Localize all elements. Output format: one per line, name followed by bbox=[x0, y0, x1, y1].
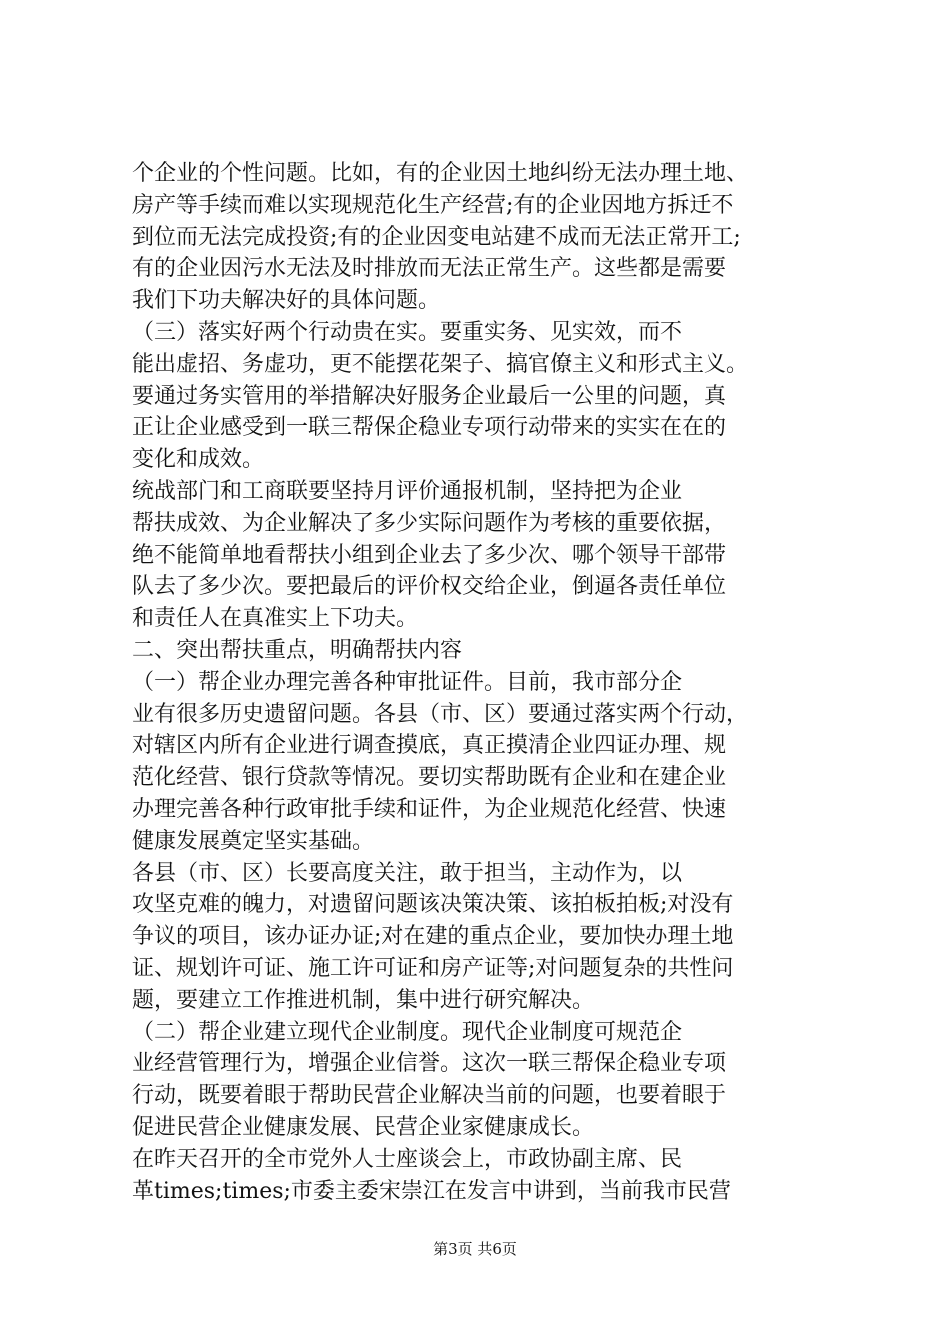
text-line: 业有很多历史遗留问题。各县（市、区）要通过落实两个行动， bbox=[132, 701, 749, 727]
text-line: 房产等手续而难以实现规范化生产经营;有的企业因地方拆迁不 bbox=[132, 192, 734, 218]
text-line: 我们下功夫解决好的具体问题。 bbox=[132, 288, 441, 314]
text-line: 正让企业感受到一联三帮保企稳业专项行动带来的实实在在的 bbox=[132, 415, 727, 441]
text-line: 办理完善各种行政审批手续和证件，为企业规范化经营、快速 bbox=[132, 796, 727, 822]
text-line: 和责任人在真准实上下功夫。 bbox=[132, 606, 419, 632]
text-line: 统战部门和工商联要坚持月评价通报机制，坚持把为企业 bbox=[132, 478, 683, 504]
text-line: 队去了多少次。要把最后的评价权交给企业，倒逼各责任单位 bbox=[132, 574, 727, 600]
document-body bbox=[132, 158, 832, 1207]
text-line: 绝不能简单地看帮扶小组到企业去了多少次、哪个领导干部带 bbox=[132, 542, 727, 568]
text-line: 到位而无法完成投资;有的企业因变电站建不成而无法正常开工; bbox=[132, 224, 741, 250]
text-line: 行动，既要着眼于帮助民营企业解决当前的问题，也要着眼于 bbox=[132, 1083, 727, 1109]
text-line: 健康发展奠定坚实基础。 bbox=[132, 828, 375, 854]
text-line: 攻坚克难的魄力，对遗留问题该决策决策、该拍板拍板;对没有 bbox=[132, 892, 734, 918]
text-line: 促进民营企业健康发展、民营企业家健康成长。 bbox=[132, 1114, 595, 1140]
text-line: 个企业的个性问题。比如，有的企业因土地纠纷无法办理土地、 bbox=[132, 161, 749, 186]
text-line: 争议的项目，该办证办证;对在建的重点企业，要加快办理土地 bbox=[132, 924, 734, 950]
text-line: 各县（市、区）长要高度关注，敢于担当，主动作为，以 bbox=[132, 860, 683, 886]
text-line: （二）帮企业建立现代企业制度。现代企业制度可规范企 bbox=[132, 1019, 683, 1045]
text-line: 帮扶成效、为企业解决了多少实际问题作为考核的重要依据， bbox=[132, 510, 727, 536]
section-heading: 二、突出帮扶重点，明确帮扶内容 bbox=[132, 637, 463, 663]
text-line: 革times;times;市委主委宋崇江在发言中讲到，当前我市民营 bbox=[132, 1178, 731, 1204]
text-line: 能出虚招、务虚功，更不能摆花架子、搞官僚主义和形式主义。 bbox=[132, 351, 749, 377]
text-line: 业经营管理行为，增强企业信誉。这次一联三帮保企稳业专项 bbox=[132, 1051, 727, 1077]
text-line: 有的企业因污水无法及时排放而无法正常生产。这些都是需要 bbox=[132, 256, 727, 282]
text-line: （一）帮企业办理完善各种审批证件。目前，我市部分企 bbox=[132, 669, 683, 695]
text-line: 变化和成效。 bbox=[132, 447, 265, 473]
text-line: 范化经营、银行贷款等情况。要切实帮助既有企业和在建企业 bbox=[132, 765, 727, 791]
page-number-footer: 第3页 共6页 bbox=[433, 1240, 517, 1258]
text-line: 在昨天召开的全市党外人士座谈会上，市政协副主席、民 bbox=[132, 1146, 683, 1172]
text-line: 对辖区内所有企业进行调查摸底，真正摸清企业四证办理、规 bbox=[132, 733, 727, 759]
text-line: 证、规划许可证、施工许可证和房产证等;对问题复杂的共性问 bbox=[132, 955, 734, 981]
text-line: 题，要建立工作推进机制，集中进行研究解决。 bbox=[132, 987, 595, 1013]
text-line: 要通过务实管用的举措解决好服务企业最后一公里的问题，真 bbox=[132, 383, 727, 409]
text-line: （三）落实好两个行动贵在实。要重实务、见实效，而不 bbox=[132, 319, 683, 345]
